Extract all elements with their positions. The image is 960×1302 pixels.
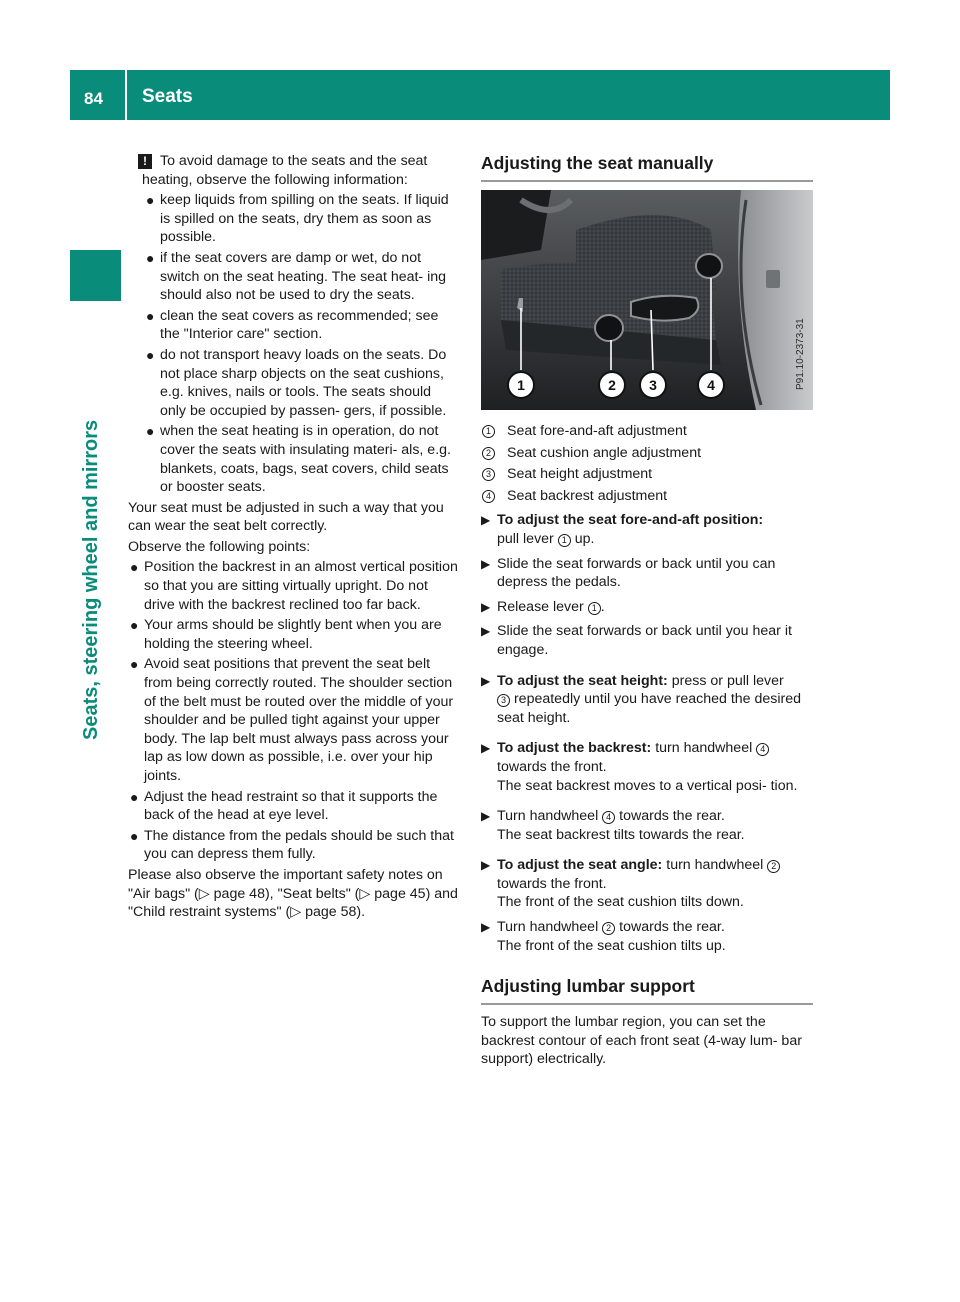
page-ref-icon: ▷ <box>198 885 210 902</box>
callout-4 <box>698 372 724 398</box>
steering-area <box>481 190 551 260</box>
warning-note <box>128 152 460 189</box>
step-release: ▶ Release lever 1 . <box>481 598 605 615</box>
warning-icon: ! <box>138 154 152 169</box>
arrow-icon: ▶ <box>481 858 491 873</box>
height-lever <box>631 296 698 321</box>
circled-number: 3 <box>482 468 495 481</box>
svg-text:4: 4 <box>707 377 715 393</box>
callout-2 <box>599 372 625 398</box>
warning-text: To avoid damage to the seats and the seat heating, observe the following information: <box>142 153 428 188</box>
header-divider <box>125 70 127 120</box>
intro-text: Your seat must be adjusted in such a way that you can wear the seat belt correctly. <box>128 499 444 535</box>
bullet-icon: ● <box>130 617 139 634</box>
points-list <box>130 558 460 864</box>
circled-number: 4 <box>756 743 769 756</box>
bullet-icon: ● <box>146 307 155 324</box>
step-height: ▶ To adjust the seat height: press or pull lever 3 repeatedly until you have reached the desired seat height. <box>481 672 802 726</box>
bullet-icon: ● <box>130 656 139 673</box>
list-item: 2 Seat cushion angle adjustment <box>481 444 813 463</box>
step-angle: ▶ To adjust the seat angle: turn handwheel 2 towards the front. The front of the seat cushion tilts down. <box>481 856 813 912</box>
warning-list <box>146 191 460 497</box>
bullet-icon: ● <box>130 788 139 805</box>
list-item: 1 Seat fore-and-aft adjustment <box>481 422 813 441</box>
circled-number: 4 <box>602 811 615 824</box>
list-item: 3 Seat height adjustment <box>481 465 813 484</box>
circled-number: 1 <box>588 602 601 615</box>
page-ref-link[interactable]: page 58). <box>305 904 366 921</box>
list-item: ● do not transport heavy loads on the seats. Do not place sharp objects on the seat cushions, e.g. knives, nails or tools. The seats should only be occupied by passen- gers, if possible. <box>146 346 447 419</box>
closing-text: Please also observe the important safety notes on "Air bags" (▷ page 48), "Seat belts" (▷ page 45) and "Child restraint systems" (▷ page 58). <box>128 866 458 921</box>
bullet-icon: ● <box>146 423 155 440</box>
step-slide: ▶ Slide the seat forwards or back until you can depress the pedals. <box>481 555 776 591</box>
arrow-icon: ▶ <box>481 673 491 688</box>
observe-text: Observe the following points: <box>128 538 311 555</box>
list-item: ● Avoid seat positions that prevent the seat belt from being correctly routed. The shoulder section of the belt must be routed over the middle of your shoulder and be pulled tight against your upper body. The lap belt must always pass across your lap as low down as possible, i.e. over your hip joints. <box>130 656 454 784</box>
svg-text:2: 2 <box>608 377 616 393</box>
left-column <box>128 152 460 924</box>
list-item: ● clean the seat covers as recommended; see the "Interior care" section. <box>146 307 439 343</box>
list-item: ● Your arms should be slightly bent when you are holding the steering wheel. <box>130 617 442 652</box>
image-code: P91.10-2373-31 <box>795 318 806 390</box>
door-latch <box>766 270 780 288</box>
step-backrest: ▶ To adjust the backrest: turn handwheel 4 towards the front. The seat backrest moves to a vertical posi- tion. <box>481 740 798 794</box>
page-ref-icon: ▷ <box>359 885 371 902</box>
page-ref-icon: ▷ <box>290 904 302 921</box>
list-item: 4 Seat backrest adjustment <box>481 487 813 506</box>
callout-1 <box>508 372 534 398</box>
bullet-icon: ● <box>130 827 139 844</box>
page-ref-link[interactable]: page 48), "Seat belts" ( <box>213 885 360 902</box>
list-item: ● Position the backrest in an almost vertical position so that you are sitting virtually upright. Do not drive with the backrest reclined too far back. <box>130 559 458 613</box>
seat-figure <box>481 190 813 410</box>
angle-handwheel <box>595 315 623 341</box>
arrow-icon: ▶ <box>481 513 491 528</box>
step-engage: ▶ Slide the seat forwards or back until you hear it engage. <box>481 623 792 658</box>
circled-number: 2 <box>767 860 780 873</box>
backrest-handwheel <box>696 254 722 278</box>
list-item: ● if the seat covers are damp or wet, do not switch on the seat heating. The seat heat- ing should also not be used to dry the seats. <box>146 249 447 304</box>
circled-number: 3 <box>497 694 510 707</box>
circled-number: 2 <box>482 447 495 460</box>
right-column <box>481 152 813 1071</box>
page-number: 84 <box>84 89 103 108</box>
svg-text:3: 3 <box>649 377 657 393</box>
list-item: ● keep liquids from spilling on the seats. If liquid is spilled on the seats, dry them as soon as possible. <box>146 192 449 246</box>
svg-text:1: 1 <box>517 377 525 393</box>
page-title: Seats <box>142 86 193 107</box>
page-header <box>70 70 890 120</box>
figure-legend <box>481 422 813 505</box>
chapter-title: Seats, steering wheel and mirrors <box>80 419 102 740</box>
circled-number: 1 <box>558 534 571 547</box>
step-angle-rear: ▶ Turn handwheel 2 towards the rear. The front of the seat cushion tilts up. <box>481 919 726 954</box>
arrow-icon: ▶ <box>481 741 491 756</box>
circled-number: 2 <box>602 922 615 935</box>
list-item: ● The distance from the pedals should be such that you can depress them fully. <box>130 827 454 863</box>
list-item: ● Adjust the head restraint so that it supports the back of the head at eye level. <box>130 788 438 824</box>
arrow-icon: ▶ <box>481 556 491 571</box>
step-backrest-rear: ▶ Turn handwheel 4 towards the rear. The seat backrest tilts towards the rear. <box>481 808 745 843</box>
arrow-icon: ▶ <box>481 809 491 824</box>
chapter-tab <box>70 250 121 301</box>
lumbar-text: To support the lumbar region, you can set the backrest contour of each front seat (4-way lum- bar support) electrically. <box>481 1014 802 1068</box>
bullet-icon: ● <box>146 346 155 363</box>
bullet-icon: ● <box>146 249 155 266</box>
bullet-icon: ● <box>146 192 155 209</box>
page-ref-link[interactable]: page 45) and "Child restraint systems" ( <box>128 885 458 921</box>
bullet-icon: ● <box>130 559 139 576</box>
step-fore-aft: ▶ To adjust the seat fore-and-aft position: pull lever 1 up. <box>481 512 764 547</box>
section-heading: Adjusting the seat manually <box>481 152 813 182</box>
circled-number: 4 <box>482 490 495 503</box>
arrow-icon: ▶ <box>481 599 491 614</box>
section-heading: Adjusting lumbar support <box>481 975 813 1005</box>
arrow-icon: ▶ <box>481 624 491 639</box>
circled-number: 1 <box>482 425 495 438</box>
callout-3 <box>640 372 666 398</box>
list-item: ● when the seat heating is in operation, do not cover the seats with insulating materi- als, e.g. blankets, coats, bags, seat covers, child seats or booster seats. <box>146 423 451 496</box>
seat-illustration <box>481 190 813 410</box>
arrow-icon: ▶ <box>481 920 491 935</box>
